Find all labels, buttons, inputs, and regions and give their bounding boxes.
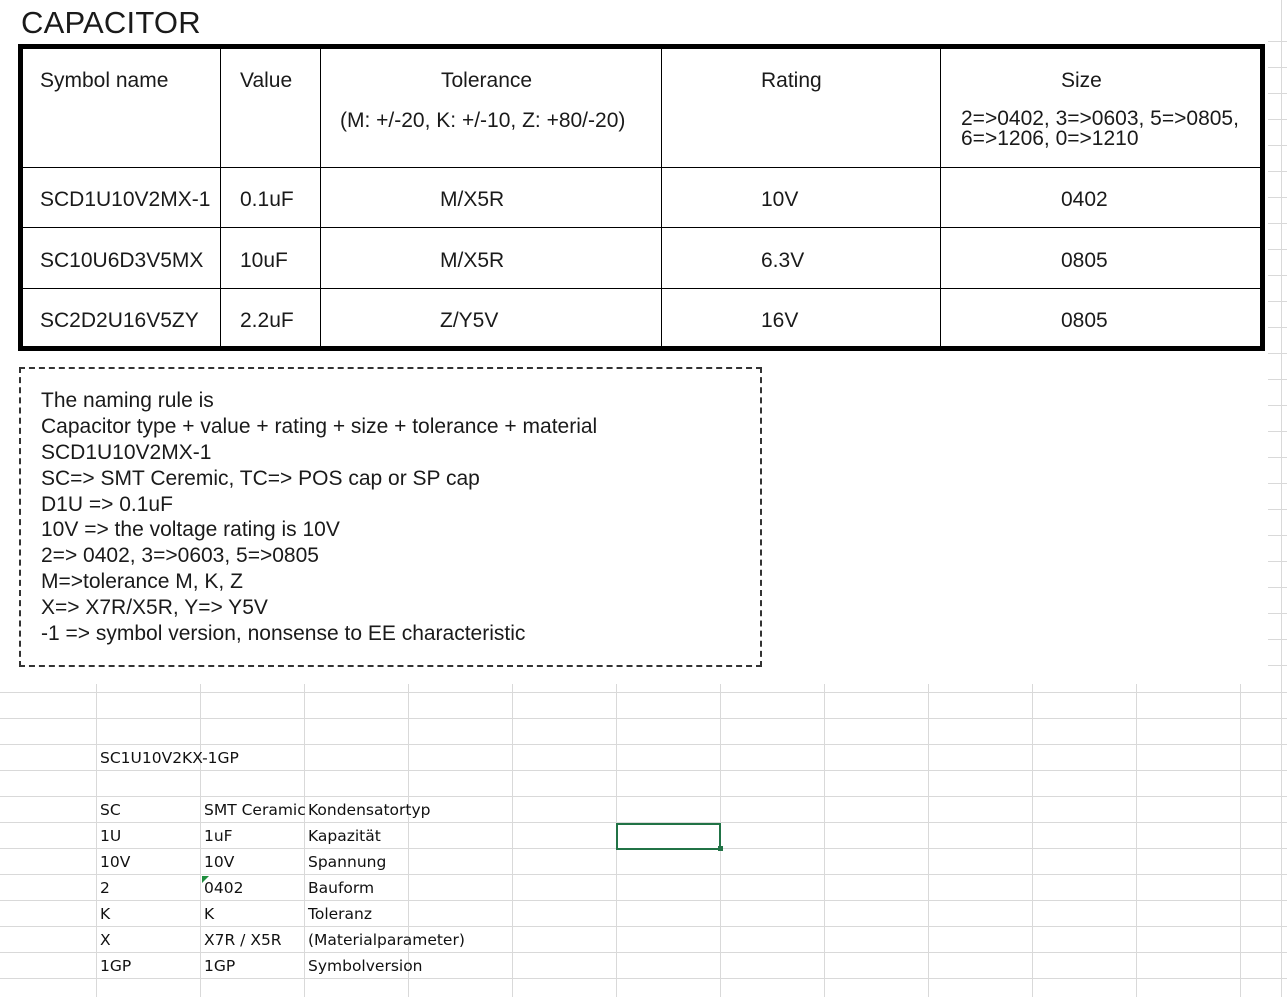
header-rating: Rating xyxy=(761,69,822,92)
table-cell-rating: 6.3V xyxy=(761,249,805,272)
header-value: Value xyxy=(240,69,293,92)
header-tolerance: Tolerance xyxy=(441,69,533,92)
table-cell-size: 0402 xyxy=(1061,188,1108,211)
selected-cell[interactable] xyxy=(616,823,721,850)
sheet-cell-c[interactable]: Toleranz xyxy=(308,905,372,923)
sheet-cell-a[interactable]: 2 xyxy=(100,879,110,897)
sheet-cell-b[interactable]: K xyxy=(204,905,215,923)
sheet-cell-c[interactable]: Spannung xyxy=(308,853,387,871)
sheet-cell-a[interactable]: 1GP xyxy=(100,957,132,975)
page-title: CAPACITOR xyxy=(21,5,209,41)
table-cell-symbol: SC10U6D3V5MX xyxy=(40,249,204,272)
table-cell-rating: 16V xyxy=(761,309,799,332)
rule-line: 10V => the voltage rating is 10V xyxy=(41,518,340,541)
table-cell-symbol: SC2D2U16V5ZY xyxy=(40,309,199,332)
sheet-cell-b[interactable]: 1GP xyxy=(204,957,236,975)
sheet-cell-example[interactable]: SC1U10V2KX-1GP xyxy=(100,749,239,767)
rule-line: Capacitor type + value + rating + size + tolerance + material xyxy=(41,415,598,438)
sheet-cell-a[interactable]: X xyxy=(100,931,111,949)
rule-line: D1U => 0.1uF xyxy=(41,493,173,516)
rule-line: SCD1U10V2MX-1 xyxy=(41,441,212,464)
rule-line: -1 => symbol version, nonsense to EE characteristic xyxy=(41,622,526,645)
table-cell-size: 0805 xyxy=(1061,309,1108,332)
fill-handle[interactable] xyxy=(718,846,723,851)
sheet-cell-c[interactable]: Kapazität xyxy=(308,827,381,845)
sheet-cell-c[interactable]: Symbolversion xyxy=(308,957,423,975)
sheet-cell-b[interactable]: 0402 xyxy=(204,879,244,897)
capacitor-table xyxy=(18,44,1265,351)
rule-line: 2=> 0402, 3=>0603, 5=>0805 xyxy=(41,544,319,567)
sheet-cell-b[interactable]: X7R / X5R xyxy=(204,931,282,949)
table-cell-value: 2.2uF xyxy=(240,309,294,332)
table-cell-tolerance: M/X5R xyxy=(440,188,505,211)
sheet-cell-a[interactable]: 10V xyxy=(100,853,131,871)
header-size-note-2: 6=>1206, 0=>1210 xyxy=(961,127,1139,150)
table-cell-value: 10uF xyxy=(240,249,288,272)
table-cell-symbol: SCD1U10V2MX-1 xyxy=(40,188,211,211)
rule-line: SC=> SMT Ceremic, TC=> POS cap or SP cap xyxy=(41,467,480,490)
naming-rule-box xyxy=(19,367,762,667)
sheet-cell-c[interactable]: Kondensatortyp xyxy=(308,801,431,819)
sheet-cell-b[interactable]: 1uF xyxy=(204,827,233,845)
table-cell-size: 0805 xyxy=(1061,249,1108,272)
sheet-cell-a[interactable]: SC xyxy=(100,801,121,819)
table-cell-tolerance: M/X5R xyxy=(440,249,505,272)
rule-line: X=> X7R/X5R, Y=> Y5V xyxy=(41,596,268,619)
header-tolerance-note: (M: +/-20, K: +/-10, Z: +80/-20) xyxy=(340,109,626,132)
sheet-cell-b[interactable]: 10V xyxy=(204,853,235,871)
table-cell-value: 0.1uF xyxy=(240,188,294,211)
header-size-note-1: 2=>0402, 3=>0603, 5=>0805, xyxy=(961,107,1239,130)
rule-line: The naming rule is xyxy=(41,389,214,412)
header-symbol-name: Symbol name xyxy=(40,69,169,92)
sheet-cell-a[interactable]: K xyxy=(100,905,111,923)
sheet-cell-c[interactable]: (Materialparameter) xyxy=(308,931,465,949)
rule-line: M=>tolerance M, K, Z xyxy=(41,570,243,593)
table-cell-tolerance: Z/Y5V xyxy=(440,309,499,332)
header-size: Size xyxy=(1061,69,1102,92)
sheet-cell-c[interactable]: Bauform xyxy=(308,879,375,897)
number-as-text-indicator xyxy=(202,876,209,883)
sheet-cell-a[interactable]: 1U xyxy=(100,827,122,845)
sheet-cell-b[interactable]: SMT Ceramic xyxy=(204,801,306,819)
table-cell-rating: 10V xyxy=(761,188,799,211)
